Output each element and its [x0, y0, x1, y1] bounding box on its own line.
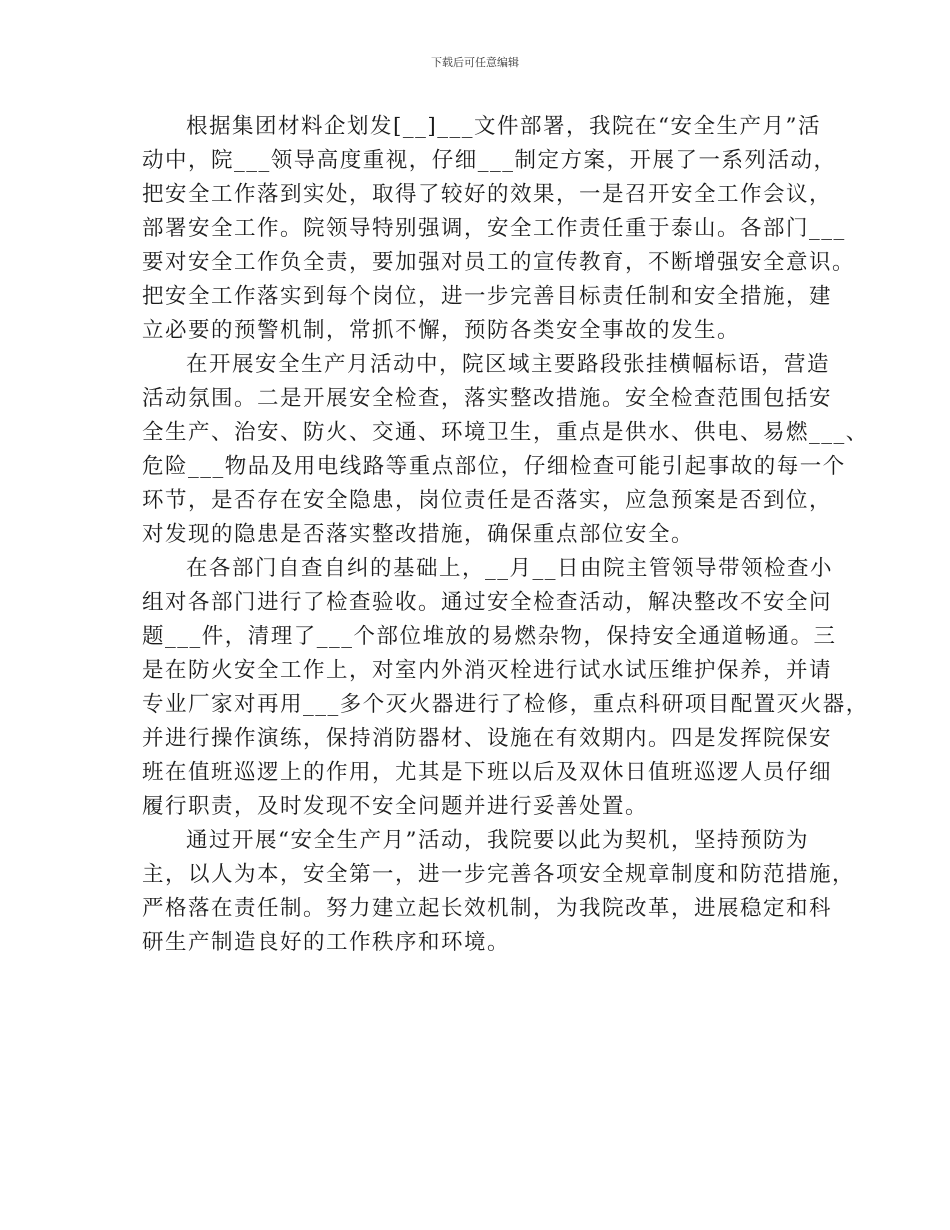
text-line: 并进行操作演练，保持消防器材、设施在有效期内。四是发挥院保安: [142, 726, 833, 751]
paragraph-2: [142, 348, 869, 552]
text-line: 主，以人为本，安全第一，进一步完善各项安全规章制度和防范措施，: [142, 862, 856, 887]
text-line: 题___件，清理了___个部位堆放的易燃杂物，保持安全通道畅通。三: [142, 624, 837, 649]
text-line: 要对安全工作负全责，要加强对员工的宣传教育，不断增强安全意识。: [142, 250, 856, 275]
text-line: 在开展安全生产月活动中，院区域主要路段张挂横幅标语，营造: [186, 352, 831, 377]
text-line: 把安全工作落实到每个岗位，进一步完善目标责任制和安全措施，建: [142, 284, 833, 309]
text-line: 危险___物品及用电线路等重点部位，仔细检查可能引起事故的每一个: [142, 454, 846, 479]
paragraph-3: [142, 552, 869, 824]
text-line: 研生产制造良好的工作秩序和环境。: [142, 930, 511, 955]
text-line: 通过开展“安全生产月”活动，我院要以此为契机，坚持预防为: [186, 828, 809, 853]
text-line: 是在防火安全工作上，对室内外消灭栓进行试水试压维护保养，并请: [142, 658, 833, 683]
text-line: 活动氛围。二是开展安全检查，落实整改措施。安全检查范围包括安: [142, 386, 833, 411]
text-line: 部署安全工作。院领导特别强调，安全工作责任重于泰山。各部门___: [142, 216, 846, 241]
text-line: 环节，是否存在安全隐患，岗位责任是否落实，应急预案是否到位，: [142, 488, 833, 513]
text-line: 立必要的预警机制，常抓不懈，预防各类安全事故的发生。: [142, 318, 741, 343]
text-line: 严格落在责任制。努力建立起长效机制，为我院改革，进展稳定和科: [142, 896, 833, 921]
page-header-note: 下载后可任意编辑: [431, 56, 519, 69]
paragraph-1: [142, 110, 856, 348]
text-line: 班在值班巡逻上的作用，尤其是下班以后及双休日值班巡逻人员仔细: [142, 760, 833, 785]
text-line: 把安全工作落到实处，取得了较好的效果，一是召开安全工作会议，: [142, 182, 833, 207]
text-line: 全生产、治安、防火、交通、环境卫生，重点是供水、供电、易燃___、: [142, 420, 869, 445]
text-line: 专业厂家对再用___多个灭火器进行了检修，重点科研项目配置灭火器，: [142, 692, 869, 717]
text-line: 动中，院___领导高度重视，仔细___制定方案，开展了一系列活动，: [142, 148, 837, 173]
document-body: [142, 110, 869, 960]
paragraph-4: [142, 824, 856, 960]
text-line: 组对各部门进行了检查验收。通过安全检查活动，解决整改不安全问: [142, 590, 833, 615]
text-line: 对发现的隐患是否落实整改措施，确保重点部位安全。: [142, 522, 695, 547]
text-line: 在各部门自查自纠的基础上，__月__日由院主管领导带领检查小: [186, 556, 834, 581]
text-line: 根据集团材料企划发[__]___文件部署，我院在“安全生产月”活: [186, 114, 822, 139]
text-line: 履行职责，及时发现不安全问题并进行妥善处置。: [142, 794, 649, 819]
